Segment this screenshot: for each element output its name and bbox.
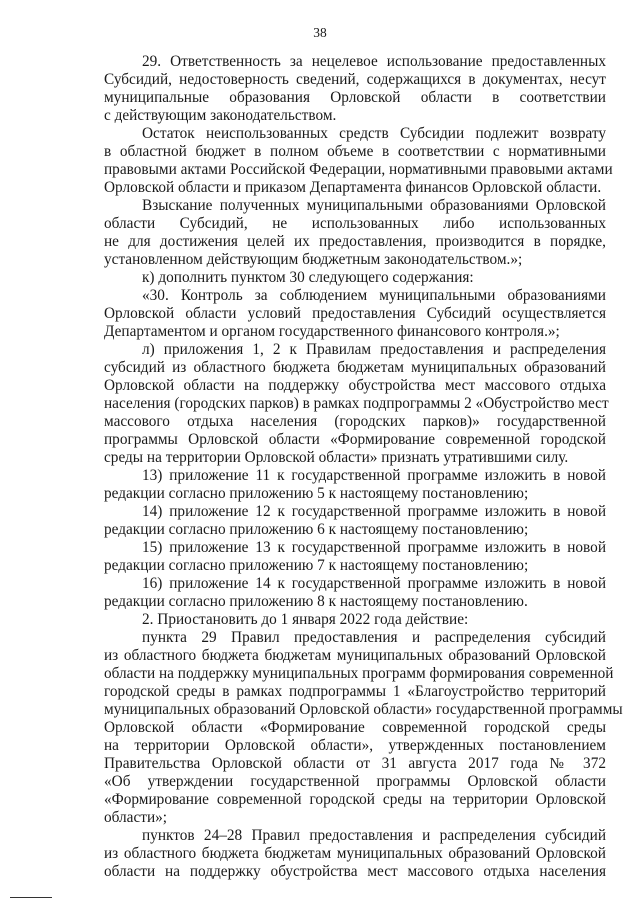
text-line: пункта 29 Правил предоставления и распределения субсидий [142, 629, 606, 646]
text-line: не для достижения целей их предоставления, производится в порядке, [104, 233, 606, 250]
text-line: Правительства Орловской области от 31 августа 2017 года № 372 [104, 755, 606, 772]
text-line: установленном действующим бюджетным законодательством.»; [104, 251, 523, 268]
text-line: «Об утверждении государственной программы Орловской области [104, 773, 606, 790]
text-line: массового отдыха населения (городских парков)» государственной [104, 413, 606, 430]
text-line: из областного бюджета бюджетам муниципальных образований Орловской [104, 845, 606, 862]
text-line: «Формирование современной городской среды на территории Орловской [104, 791, 606, 808]
text-line: правовыми актами Российской Федерации, нормативными правовыми актами [104, 161, 613, 178]
text-line: л) приложения 1, 2 к Правилам предоставления и распределения [142, 341, 606, 358]
text-line: городской среды в рамках подпрограммы 1 «Благоустройство территорий [104, 683, 606, 700]
document-body [104, 53, 623, 881]
text-line: редакции согласно приложению 7 к настоящему постановлению; [104, 557, 529, 574]
text-line: муниципальных образований Орловской области» государственной программы [104, 701, 623, 718]
text-line: «30. Контроль за соблюдением муниципальными образованиями [142, 287, 606, 304]
text-line: 13) приложение 11 к государственной программе изложить в новой [142, 467, 606, 484]
text-line: Орловской области и приказом Департамента финансов Орловской области. [104, 179, 602, 196]
text-line: 15) приложение 13 к государственной программе изложить в новой [142, 539, 606, 556]
text-line: Взыскание полученных муниципальными образованиями Орловской [142, 197, 606, 214]
text-line: Субсидий, недостоверность сведений, содержащихся в документах, несут [104, 71, 606, 88]
text-line: 16) приложение 14 к государственной программе изложить в новой [142, 575, 606, 592]
text-line: пунктов 24–28 Правил предоставления и распределения субсидий [142, 827, 606, 844]
text-line: области»; [104, 809, 168, 826]
text-line: среды на территории Орловской области» признать утратившими силу. [104, 449, 569, 466]
page-number: 38 [313, 25, 327, 40]
text-line: 2. Приостановить до 1 января 2022 года действие: [142, 611, 469, 628]
text-line: из областного бюджета бюджетам муниципальных образований Орловской [104, 647, 606, 664]
text-line: редакции согласно приложению 6 к настоящему постановлению; [104, 521, 529, 538]
text-line: программы Орловской области «Формирование современной городской [104, 431, 606, 448]
text-line: к) дополнить пунктом 30 следующего содержания: [142, 269, 474, 286]
text-line: в областной бюджет в полном объеме в соответствии с нормативными [104, 143, 606, 160]
text-line: области на поддержку муниципальных программ формирования современной [104, 665, 614, 682]
text-line: на территории Орловской области», утвержденных постановлением [104, 737, 606, 754]
text-line: Департаментом и органом государственного финансового контроля.»; [104, 323, 560, 340]
text-line: Орловской области на поддержку обустройства мест массового отдыха [104, 377, 606, 394]
text-line: редакции согласно приложению 8 к настоящему постановлению. [104, 593, 528, 610]
text-line: с действующим законодательством. [104, 107, 337, 124]
text-line: Остаток неиспользованных средств Субсидии подлежит возврату [142, 125, 606, 142]
text-line: 14) приложение 12 к государственной программе изложить в новой [142, 503, 606, 520]
text-line: субсидий из областного бюджета бюджетам муниципальных образований [104, 359, 606, 376]
footer-rule [10, 897, 52, 898]
text-line: Орловской области условий предоставления Субсидий осуществляется [104, 305, 606, 322]
text-line: Орловской области «Формирование современной городской среды [104, 719, 606, 736]
text-line: области Субсидий, не использованных либо использованных [104, 215, 606, 232]
text-line: редакции согласно приложению 5 к настоящему постановлению; [104, 485, 529, 502]
text-line: муниципальные образования Орловской области в соответствии [104, 89, 606, 106]
text-line: области на поддержку обустройства мест массового отдыха населения [104, 863, 606, 880]
text-line: населения (городских парков) в рамках подпрограммы 2 «Обустройство мест [104, 395, 609, 412]
text-line: 29. Ответственность за нецелевое использование предоставленных [142, 53, 606, 70]
